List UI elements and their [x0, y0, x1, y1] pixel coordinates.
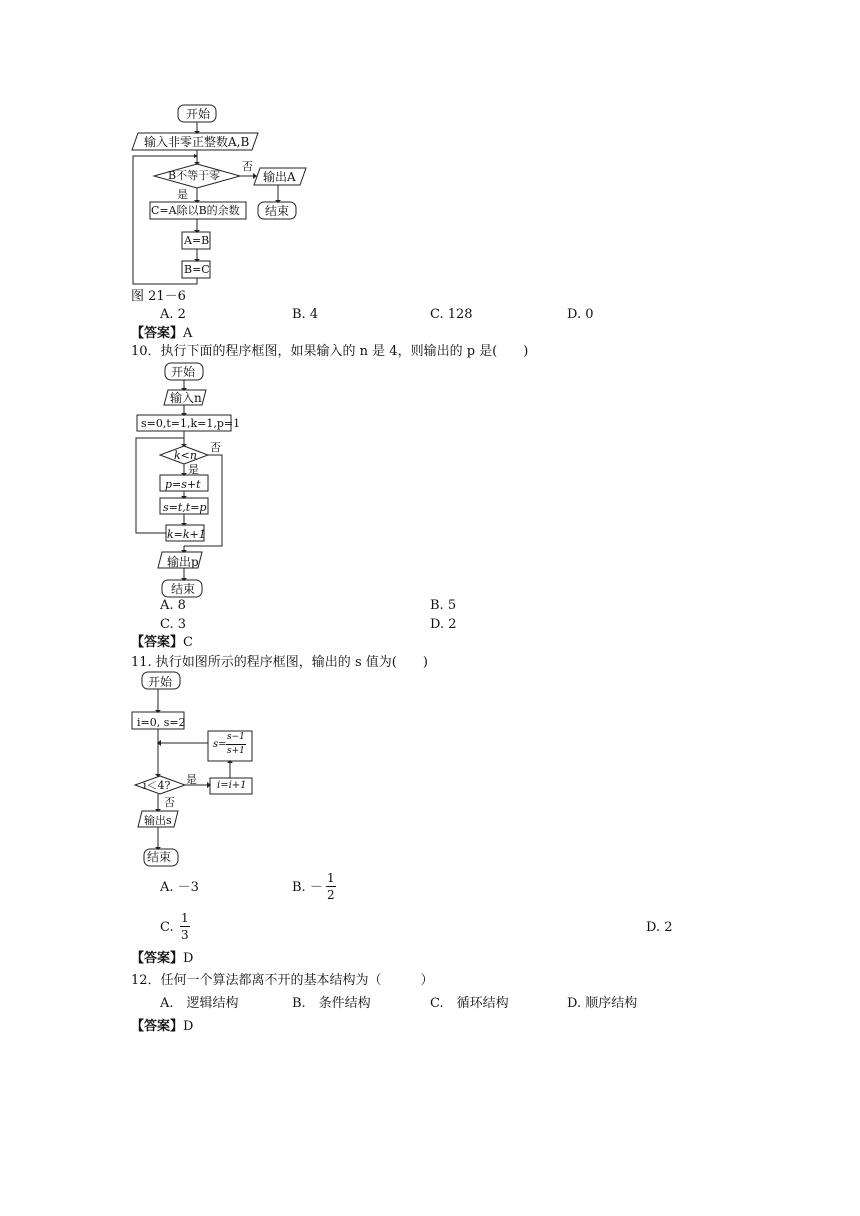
- fig2-decision: k<n: [174, 449, 197, 462]
- fig1-decision: B不等于零: [168, 169, 221, 182]
- fig2-yes-label: 是: [188, 463, 199, 476]
- fig2-start: 开始: [171, 365, 196, 379]
- fig1-start: 开始: [186, 107, 211, 121]
- answer-tag: 【答案】: [131, 1019, 184, 1034]
- answer-value: A: [183, 326, 193, 341]
- fig1-no-label: 否: [242, 160, 253, 173]
- fig3-assign-lhs: s=: [213, 739, 227, 750]
- fig2-box-st: s=t,t=p: [163, 501, 207, 514]
- q12-answer: [131, 1020, 193, 1033]
- q12-option-a: A. 逻辑结构: [160, 996, 239, 1011]
- q10-option-b: B. 5: [430, 598, 457, 613]
- answer-value: C: [183, 635, 193, 650]
- q11-answer: [131, 952, 193, 965]
- fig1-caption: 图 21－6: [131, 289, 186, 304]
- fraction-numerator: 1: [327, 871, 335, 885]
- fig3-output: 输出s: [144, 814, 172, 827]
- fig3-init: i=0, s=2: [137, 716, 186, 729]
- q11-option-c-prefix: C.: [160, 920, 174, 935]
- q9-option-d: D. 0: [567, 307, 594, 322]
- fig3-assign-fraction: [226, 733, 246, 756]
- fraction-denominator: 3: [181, 928, 189, 942]
- fig2-init: s=0,t=1,k=1,p=1: [141, 417, 241, 430]
- fig1-box-b-eq-c: B=C: [184, 263, 210, 276]
- fig3-decision: i＜4?: [143, 779, 171, 792]
- fig1-end: 结束: [265, 204, 290, 218]
- fig1-yes-label: 是: [177, 188, 188, 201]
- q10-answer: [131, 636, 193, 649]
- q12-stem: 12．任何一个算法都离不开的基本结构为（ ）: [131, 973, 434, 988]
- q12-option-b: B. 条件结构: [292, 996, 371, 1011]
- q10-option-c: C. 3: [160, 617, 187, 632]
- q11-option-d: D. 2: [646, 920, 673, 935]
- q12-option-d: D. 顺序结构: [567, 996, 638, 1011]
- fig1-input: 输入非零正整数A,B: [144, 135, 250, 149]
- fig1-box-a-eq-b: A=B: [184, 234, 210, 247]
- fig1-output: 输出A: [263, 170, 296, 184]
- fig3-incr: i=i+1: [217, 780, 247, 791]
- q11-option-a: A. －3: [160, 880, 199, 895]
- q10-option-d: D. 2: [430, 617, 457, 632]
- q11-option-c-fraction: [180, 912, 190, 941]
- answer-tag: 【答案】: [131, 326, 184, 341]
- fig3-start: 开始: [148, 675, 173, 689]
- q10-stem: 10．执行下面的程序框图，如果输入的 n 是 4，则输出的 p 是( ): [131, 344, 529, 359]
- answer-value: D: [183, 951, 194, 966]
- q11-option-b-prefix: B. －: [292, 880, 323, 895]
- fraction-numerator: 1: [181, 911, 189, 925]
- fig2-output: 输出p: [167, 555, 199, 569]
- answer-tag: 【答案】: [131, 635, 184, 650]
- fig3-assign-denominator: s+1: [227, 746, 245, 756]
- fig2-input: 输入n: [170, 391, 202, 405]
- fig2-box-k: k=k+1: [167, 528, 206, 541]
- q9-answer: [131, 327, 192, 340]
- fraction-denominator: 2: [327, 888, 335, 902]
- answer-tag: 【答案】: [131, 951, 184, 966]
- flowchart-q11: [130, 668, 260, 870]
- q10-option-a: A. 8: [160, 598, 186, 613]
- q12-option-c: C. 循环结构: [430, 996, 509, 1011]
- fig2-box-p: p=s+t: [165, 478, 201, 491]
- fig1-box-remainder: C=A除以B的余数: [151, 204, 240, 217]
- fig2-end: 结束: [171, 582, 196, 596]
- q9-option-a: A. 2: [160, 307, 186, 322]
- fig3-no-label: 否: [164, 796, 175, 809]
- fig2-no-label: 否: [210, 441, 221, 454]
- q11-stem: 11. 执行如图所示的程序框图，输出的 s 值为( ): [131, 655, 428, 670]
- answer-value: D: [183, 1019, 194, 1034]
- fig3-assign-numerator: s−1: [226, 733, 246, 745]
- q9-option-c: C. 128: [430, 307, 473, 322]
- flowchart-fig-21-6: [128, 100, 318, 290]
- fig3-end: 结束: [147, 850, 172, 864]
- q11-option-b-fraction: [326, 872, 336, 901]
- fig3-yes-label: 是: [186, 773, 197, 786]
- q9-option-b: B. 4: [292, 307, 319, 322]
